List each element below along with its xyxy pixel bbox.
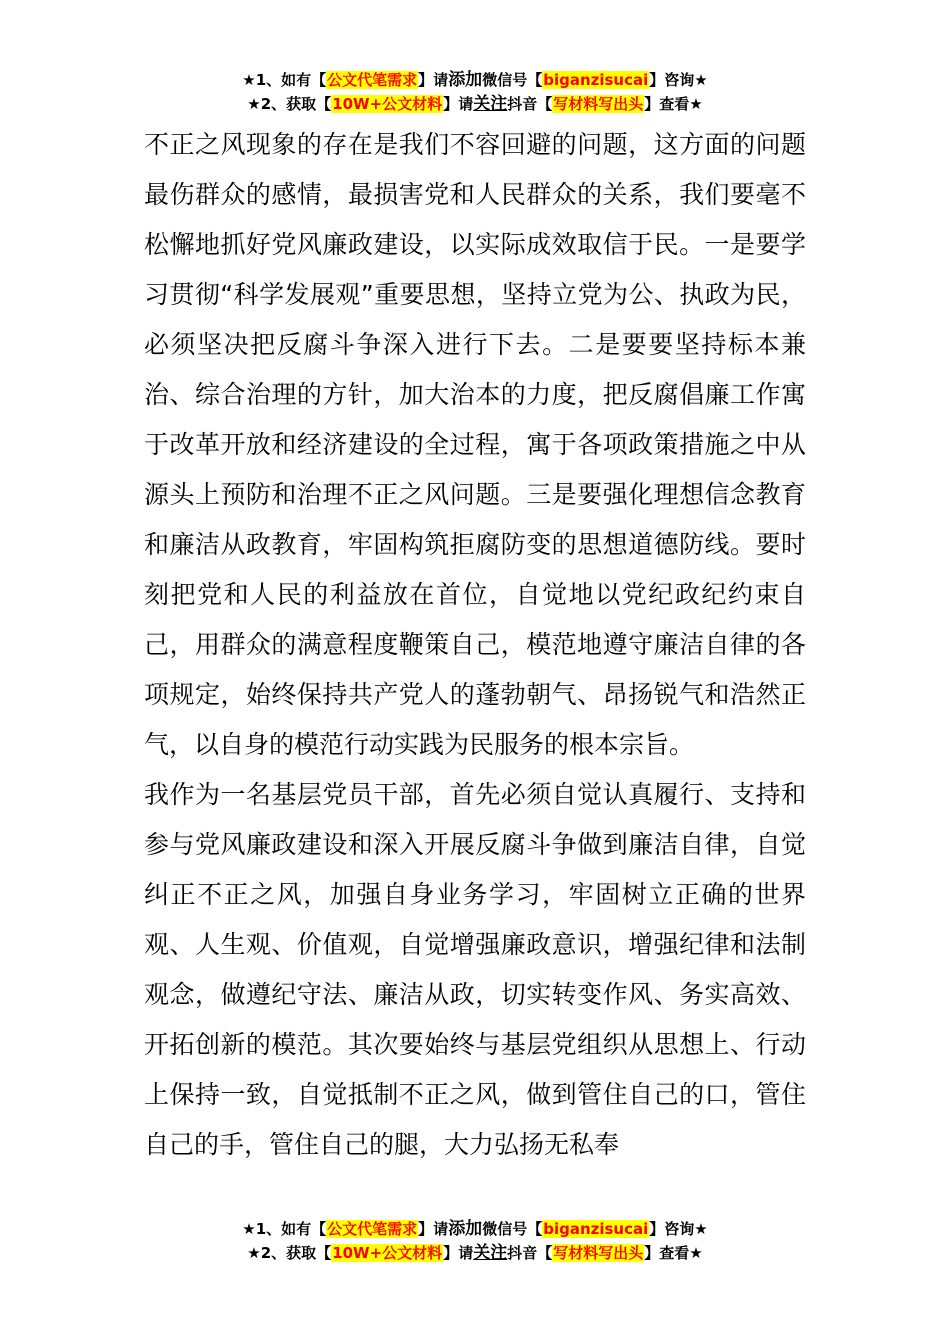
banner-line-1-mid: 】请	[418, 71, 449, 89]
footer-line-1-mid-2: 微信号【	[482, 1220, 543, 1238]
banner-line-1-mid-2: 微信号【	[482, 71, 543, 89]
banner-line-2-suffix: 】查看★	[644, 95, 703, 113]
footer-line-2-highlight-materials: 10W+公文材料	[332, 1244, 443, 1262]
body-paragraph-1: 不正之风现象的存在是我们不容回避的问题，这方面的问题最伤群众的感情，最损害党和人民群众的关系，我们要毫不松懈地抓好党风廉政建设，以实际成效取信于民。一是要学习贯彻“科学发展观”重要思想，坚持立党为公、执政为民，必须坚决把反腐斗争深入进行下去。二是要要坚持标本兼治、综合治理的方针，加大治本的力度，把反腐倡廉工作寓于改革开放和经济建设的全过程，寓于各项政策措施之中从源头上预防和治理不正之风问题。三是要强化理想信念教育和廉洁从政教育，牢固构筑拒腐防变的思想道德防线。要时刻把党和人民的利益放在首位，自觉地以党纪政纪约束自己，用群众的满意程度鞭策自己，模范地遵守廉洁自律的各项规定，始终保持共产党人的蓬勃朝气、昂扬锐气和浩然正气，以自身的模范行动实践为民服务的根本宗旨。	[144, 130, 806, 759]
footer-line-1-highlight-service: 公文代笔需求	[327, 1220, 418, 1238]
footer-line-2-douyin-account: 写材料写出头	[553, 1244, 644, 1262]
footer-line-2-suffix: 】查看★	[644, 1244, 703, 1262]
banner-line-2-mid-2: 抖音【	[507, 95, 553, 113]
footer-banner	[0, 1217, 950, 1265]
footer-line-2-emphasis: 关注	[473, 1243, 508, 1263]
banner-line-2-emphasis: 关注	[473, 94, 508, 114]
banner-line-1-prefix: ★1、如有【	[242, 71, 327, 89]
footer-banner-line-2	[0, 1241, 950, 1265]
footer-line-1-mid: 】请	[418, 1220, 449, 1238]
banner-line-2-mid: 】请	[443, 95, 474, 113]
banner-line-1-highlight-service: 公文代笔需求	[327, 71, 418, 89]
footer-line-1-wechat-id: biganzisucai	[543, 1220, 649, 1238]
footer-line-1-prefix: ★1、如有【	[242, 1220, 327, 1238]
footer-line-2-mid-2: 抖音【	[507, 1244, 553, 1262]
banner-line-2-prefix: ★2、获取【	[247, 95, 332, 113]
document-body	[144, 120, 806, 1170]
body-paragraph-2: 我作为一名基层党员干部，首先必须自觉认真履行、支持和参与党风廉政建设和深入开展反腐斗争做到廉洁自律，自觉纠正不正之风，加强自身业务学习，牢固树立正确的世界观、人生观、价值观，自觉增强廉政意识，增强纪律和法制观念，做遵纪守法、廉洁从政，切实转变作风、务实高效、开拓创新的模范。其次要始终与基层党组织从思想上、行动上保持一致，自觉抵制不正之风，做到管住自己的口，管住自己的手，管住自己的腿，大力弘扬无私奉	[144, 780, 806, 1159]
footer-line-1-emphasis: 添加	[448, 1219, 483, 1239]
banner-line-1-emphasis: 添加	[448, 70, 483, 90]
footer-line-1-suffix: 】咨询★	[649, 1220, 708, 1238]
banner-line-1-suffix: 】咨询★	[649, 71, 708, 89]
header-banner	[0, 68, 950, 116]
banner-line-2-highlight-materials: 10W+公文材料	[332, 95, 443, 113]
banner-line-2-douyin-account: 写材料写出头	[553, 95, 644, 113]
footer-line-2-prefix: ★2、获取【	[247, 1244, 332, 1262]
banner-line-1-wechat-id: biganzisucai	[543, 71, 649, 89]
footer-banner-line-1	[0, 1217, 950, 1241]
footer-line-2-mid: 】请	[443, 1244, 474, 1262]
banner-line-1	[0, 68, 950, 92]
banner-line-2	[0, 92, 950, 116]
